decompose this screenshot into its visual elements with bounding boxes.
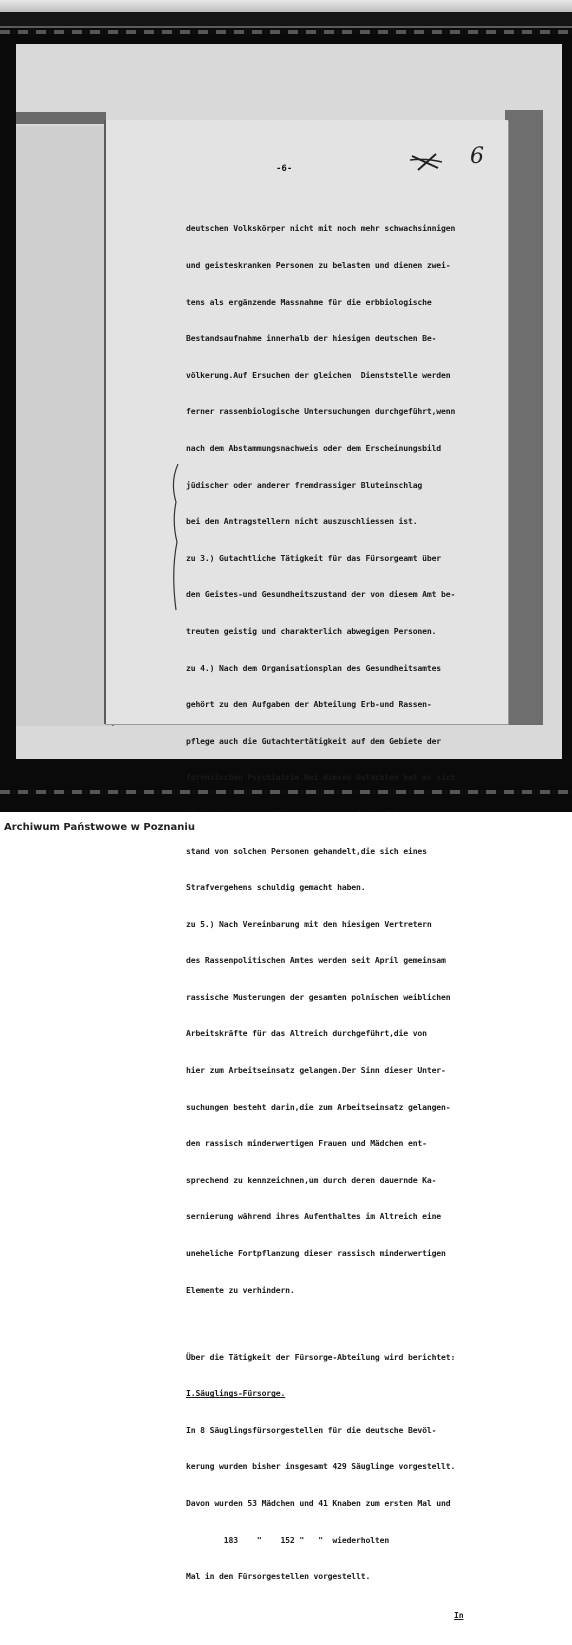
text-line: zu 3.) Gutachtliche Tätigkeit für das Fürsorgeamt über: [186, 552, 442, 563]
back-page-tab: [16, 112, 106, 124]
text-line: Strafvergehens schuldig gemacht haben.: [186, 882, 366, 893]
handwritten-number: 6: [470, 144, 484, 169]
document-body: [186, 198, 506, 1645]
text-line: zu 4.) Nach dem Organisationsplan des Gesundheitsamtes: [186, 662, 442, 673]
film-perforation-bottom: [0, 790, 572, 794]
text-line: In 8 Säuglingsfürsorgestellen für die deutsche Bevöl-: [186, 1424, 437, 1435]
text-line: hier zum Arbeitseinsatz gelangen.Der Sinn dieser Unter-: [186, 1065, 446, 1076]
text-line: Elemente zu verhindern.: [186, 1284, 295, 1295]
text-line: zu 5.) Nach Vereinbarung mit den hiesigen Vertretern: [186, 918, 432, 929]
text-line: forensischen Psychiatrie.Bei diesen Gutachten hat es sich: [186, 772, 456, 783]
text-line: stand von solchen Personen gehandelt,die sich eines: [186, 845, 427, 856]
margin-bracket-icon: [168, 462, 180, 612]
text-line: 183 " 152 " " wiederholten: [186, 1534, 390, 1545]
text-line: gehört zu den Aufgaben der Abteilung Erb-und Rassen-: [186, 699, 432, 710]
paragraph-gap: [186, 1320, 506, 1326]
document-page: [104, 120, 508, 1620]
text-line: ferner rassenbiologische Untersuchungen durchgeführt,wenn: [186, 406, 456, 417]
section-heading: I.Säuglings-Fürsorge.: [186, 1388, 286, 1399]
text-line: völkerung.Auf Ersuchen der gleichen Dienststelle werden: [186, 369, 451, 380]
text-line: nach dem Abstammungsnachweis oder dem Erscheinungsbild: [186, 442, 442, 453]
text-line: den rassisch minderwertigen Frauen und Mädchen ent-: [186, 1138, 427, 1149]
text-line: und geisteskranken Personen zu belasten und dienen zwei-: [186, 260, 451, 270]
text-line: jüdischer oder anderer fremdrassiger Bluteinschlag: [186, 479, 423, 490]
text-line: Mal in den Fürsorgestellen vorgestellt.: [186, 1571, 371, 1582]
text-line: des Rassenpolitischen Amtes werden seit April gemeinsam: [186, 955, 446, 966]
text-line: sernierung während ihres Aufenthaltes im Altreich eine: [186, 1211, 442, 1222]
text-line: Bestandsaufnahme innerhalb der hiesigen deutschen Be-: [186, 333, 437, 344]
page-number: -6-: [276, 164, 293, 174]
text-line: tens als ergänzende Massnahme für die erbbiologische: [186, 296, 432, 307]
back-page: [16, 126, 114, 726]
text-line: pflege auch die Gutachtertätigkeit auf dem Gebiete der: [186, 735, 442, 746]
text-line: rassische Musterungen der gesamten polnischen weiblichen: [186, 991, 451, 1002]
text-line: uneheliche Fortpflanzung dieser rassisch minderwertigen: [186, 1248, 446, 1259]
scan-top-edge: [0, 0, 572, 12]
handwritten-cross-icon: [408, 148, 468, 176]
text-line: den Geistes-und Gesundheitszustand der von diesem Amt be-: [186, 589, 456, 600]
section-intro: Über die Tätigkeit der Fürsorge-Abteilung wird berichtet:: [186, 1351, 456, 1362]
archive-label: Archiwum Państwowe w Poznaniu: [4, 822, 195, 833]
text-line: kerung wurden bisher insgesamt 429 Säuglinge vorgestellt.: [186, 1461, 456, 1472]
text-line: bei den Antragstellern nicht auszuschliessen ist.: [186, 516, 418, 527]
film-perforation-top: [0, 30, 572, 34]
footer-bar: [0, 812, 572, 840]
text-line: sprechend zu kennzeichnen,um durch deren dauernde Ka-: [186, 1174, 437, 1185]
page-shadow: [505, 110, 543, 725]
continuation-word: In: [454, 1609, 464, 1620]
text-line: Arbeitskräfte für das Altreich durchgeführt,die von: [186, 1028, 427, 1039]
text-line: suchungen besteht darin,die zum Arbeitseinsatz gelangen-: [186, 1101, 451, 1112]
text-line: treuten geistig und charakterlich abwegigen Personen.: [186, 625, 437, 636]
text-line: Davon wurden 53 Mädchen und 41 Knaben zum ersten Mal und: [186, 1498, 451, 1508]
text-line: deutschen Volkskörper nicht mit noch mehr schwachsinnigen: [186, 223, 456, 234]
scan-film-border: [0, 12, 572, 28]
